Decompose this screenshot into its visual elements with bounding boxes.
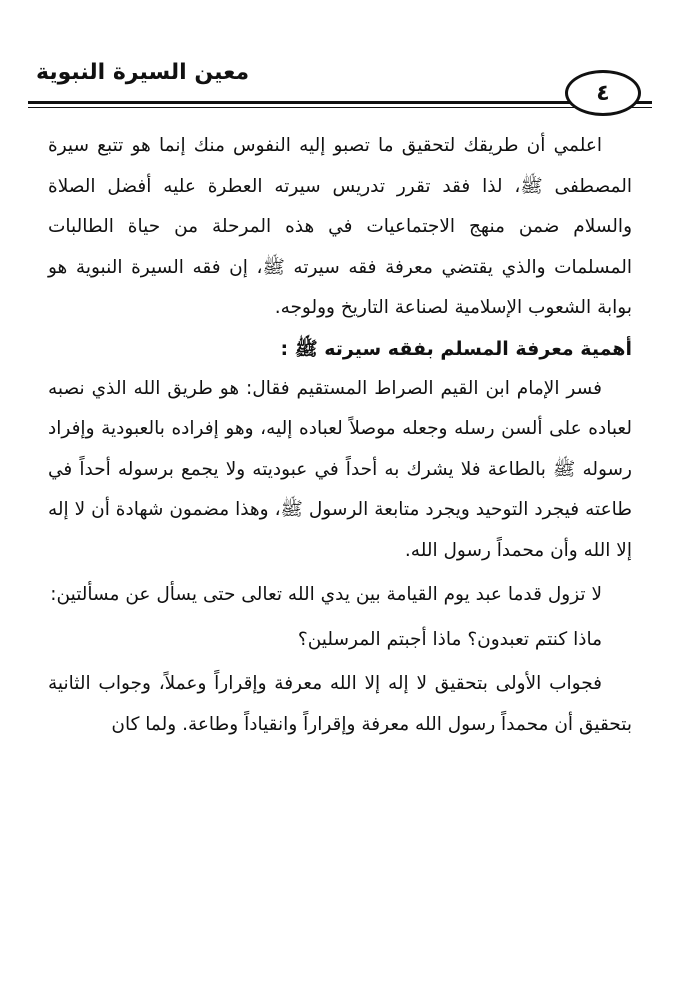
header-rule-thin <box>28 107 652 108</box>
paragraph-intro: اعلمي أن طريقك لتحقيق ما تصبو إليه النفوس منك إنما هو تتبع سيرة المصطفى ﷺ، لذا فقد تقرر تدريس سيرته العطرة عليه أفضل الصلاة والسلام ضمن منهج الاجتماعيات في هذه المرحلة من حياة الطالبات المسلمات والذي يقتضي معرفة فقه سيرته ﷺ، إن فقه السيرة النبوية هو بوابة الشعوب الإسلامية لصناعة التاريخ وولوجه. <box>48 135 632 318</box>
page-body <box>48 126 632 745</box>
paragraph-answers: فجواب الأولى بتحقيق لا إله إلا الله معرفة وإقراراً وعملاً، وجواب الثانية بتحقيق أن محمداً رسول الله معرفة وإقراراً وانقياداً وطاعة. ولما كان <box>48 673 632 735</box>
question-line: ماذا كنتم تعبدون؟ ماذا أجبتم المرسلين؟ <box>297 628 602 650</box>
section-heading: أهمية معرفة المسلم بفقه سيرته ﷺ : <box>280 337 632 360</box>
paragraph-straight-path: فسر الإمام ابن القيم الصراط المستقيم فقال: هو طريق الله الذي نصبه لعباده على ألسن رسله وجعله موصلاً لعباده إليه، وهو إفراده بالعبودية وإفراد رسوله ﷺ بالطاعة فلا يشرك به أحداً في عبوديته ولا يجمع برسوله أحداً في طاعته فيجرد التوحيد ويجرد متابعة الرسول ﷺ، وهذا مضمون شهادة أن لا إله إلا الله وأن محمداً رسول الله. <box>48 377 632 561</box>
paragraph-two-questions: لا تزول قدما عبد يوم القيامة بين يدي الله تعالى حتى يسأل عن مسألتين: <box>50 584 602 605</box>
running-header-title: معين السيرة النبوية <box>30 60 255 85</box>
header-rule <box>28 101 652 104</box>
page-number <box>565 70 641 116</box>
page-number-text: ٤ <box>596 80 610 106</box>
